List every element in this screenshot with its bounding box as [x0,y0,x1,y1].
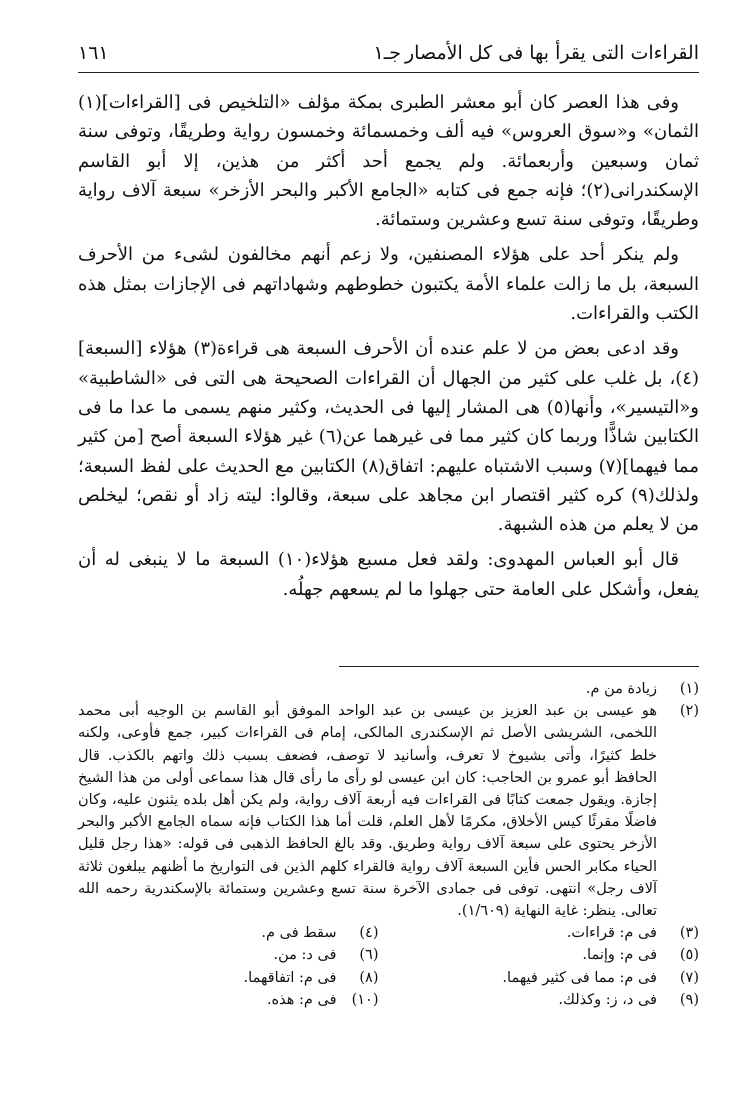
short-notes-grid [78,922,699,1011]
paragraph: ولم ينكر أحد على هؤلاء المصنفين، ولا زعم أنهم مخالفون لشىء من الأحرف السبعة، بل ما زالت علماء الأمة يكتبون خطوطهم وشهاداتهم فى الإجازات بمثل هذه الكتب والقراءات. [78,244,699,325]
running-header [78,40,699,70]
footnote [78,967,379,989]
footnote-number: (٨) [359,969,379,986]
footnote-text: سقط فى م. [261,925,337,942]
footnote-text: فى م: وإنما. [582,947,657,964]
page-number: ١٦١ [78,42,109,64]
footnote-text: فى د: من. [273,947,337,964]
paragraph: وقد ادعى بعض من لا علم عنده أن الأحرف السبعة هى قراءة(٣) هؤلاء [السبعة](٤)، بل غلب على كثير من الجهال أن القراءات الصحيحة هى التى فى «الشاطبية» و«التيسير»، وأنها(٥) هى المشار إليها فى الحديث، وكثير منهم يسمى ما عدا ما فى الكتابين شاذًّا وربما كان كثير مما فى غيرهما عن(٦) غير هؤلاء السبعة أصح [من كثير مما فيهما](٧) وسبب الاشتباه عليهم: اتفاق(٨) الكتابين مع الحديث على لفظ السبعة؛ ولذلك(٩) كره كثير اقتصار ابن مجاهد على سبعة، وقالوا: ليته زاد أو نقص؛ ليخلص من لا يعلم من هذه الشبهة. [78,338,700,536]
volume-label: جـ١ [373,42,401,64]
footnote [78,922,379,944]
main-text [78,88,699,610]
paragraph: قال أبو العباس المهدوى: ولقد فعل مسبع هؤلاء(١٠) السبعة ما لا ينبغى له أن يفعل، وأشكل على العامة حتى جهلوا ما لم يسعهم جهلُه. [78,549,699,600]
footnote-text: فى م: هذه. [266,991,337,1008]
footnote-text: فى م: مما فى كثير فيهما. [502,969,657,986]
footnote-number: (٤) [359,925,379,942]
footnote [78,989,379,1011]
footnote-number: (٣) [679,925,699,942]
footnote-number: (١٠) [351,991,379,1008]
footnote-number: (١) [679,681,699,697]
footnote-text: زيادة من م. [585,681,657,697]
footnote [399,944,700,966]
footnote-number: (٥) [679,947,699,964]
footnote [78,700,699,922]
footnote [399,922,700,944]
footnote-number: (٦) [359,947,379,964]
footnote-rule [339,666,699,667]
footnote [78,678,699,700]
header-rule [78,72,699,73]
footnote-text: فى د، ز: وكذلك. [558,991,657,1008]
footnotes [78,678,699,1011]
footnote [78,944,379,966]
footnote-text: هو عيسى بن عبد العزيز بن عيسى بن عبد الواحد الموفق أبو القاسم بن الوجيه أبى محمد اللخمى، الشريشى الأصل ثم الإسكندرى المالكى، إمام فى القراءات كبير، جمع فأوعى، ولكنه خلط كثيرًا، وأتى بشيوخ لا تعرف، وأسانيد لا توصف، فضعف بسبب ذلك واتهم بالكذب. قال الحافظ أبو عمرو بن الحاجب: كان ابن عيسى لو رأى ما رأى قال هذا سماعى أولى من هذا الشيخ إجازة. ويقول جمعت كتابًا فى القراءات فيه أربعة آلاف رواية، ولم يكن أهل بلده يثنون عليه، وكان فاضلًا مقرئًا كيس الأخلاق، مكرمًا لأهل العلم، قلت أما هذا الكتاب فإنه سماه الجامع الأكبر والبحر الأزخر يحتوى على سبعة آلاف رواية وطريق. وقد بالغ الحافظ الذهبى فى قوله: «هذا رجل قليل الحياء مكابر الحس فأين السبعة آلاف رواية فالقراء كلهم الذين فى التواريخ ما أظنهم يبلغون ثلاثة آلاف رجل» انتهى. توفى فى جمادى الآخرة سنة تسع وعشرين وستمائة بالإسكندرية رحمه الله تعالى. ينظر: غاية النهاية (١/٦٠٩). [78,703,657,920]
header-title: القراءات التى يقرأ بها فى كل الأمصار [405,42,699,64]
footnote-text: فى م: قراءات. [566,925,657,942]
footnote [399,989,700,1011]
footnote-text: فى م: اتفاقهما. [243,969,337,986]
footnote-number: (٧) [679,969,699,986]
paragraph: وفى هذا العصر كان أبو معشر الطبرى بمكة مؤلف «التلخيص فى [القراءات](١) الثمان» و«سوق العروس» فيه ألف وخمسمائة وخمسون رواية وطريقًا، وتوفى سنة ثمان وسبعين وأربعمائة. ولم يجمع أحد أكثر من هذين، إلا أبو القاسم الإسكندرانى(٢)؛ فإنه جمع فى كتابه «الجامع الأكبر والبحر الأزخر» سبعة آلاف رواية وطريقًا، وتوفى سنة تسع وعشرين وستمائة. [78,92,699,231]
footnote-number: (٢) [679,703,699,720]
footnote [399,967,700,989]
footnote-number: (٩) [679,991,699,1008]
